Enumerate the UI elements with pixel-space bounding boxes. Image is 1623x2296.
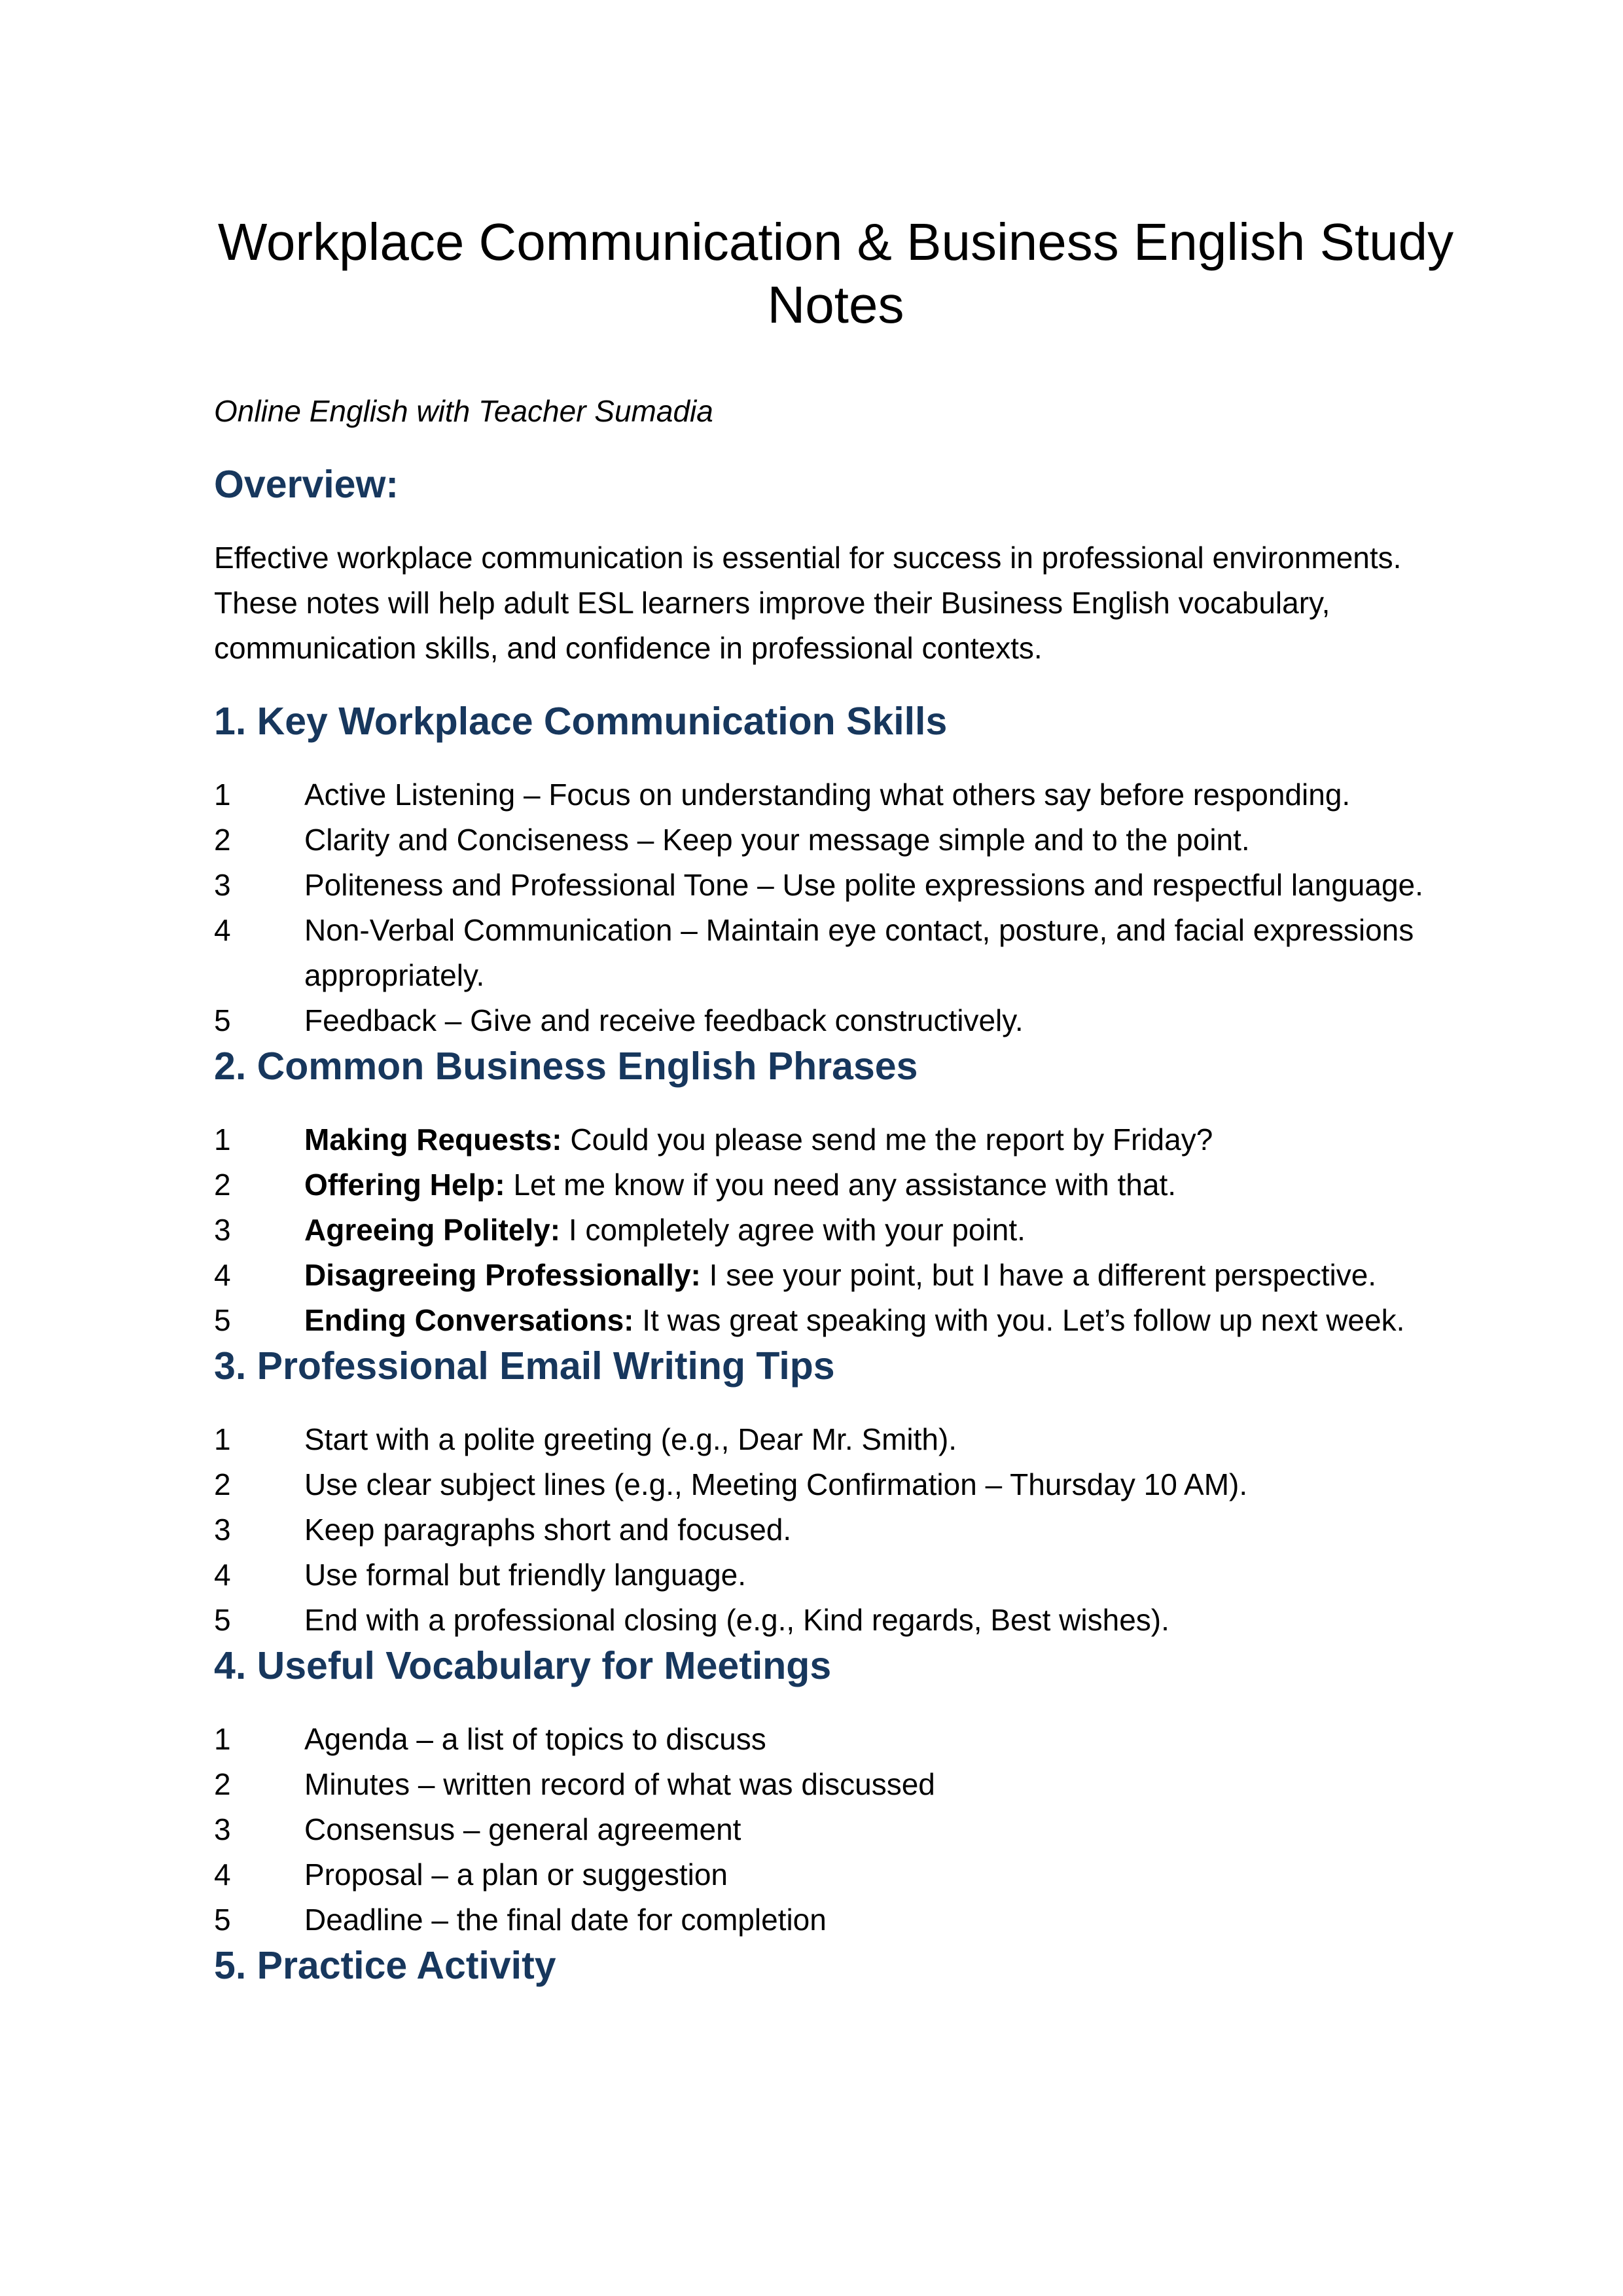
section-heading: 1. Key Workplace Communication Skills [214, 700, 948, 743]
list-item-number: 1 [214, 778, 231, 812]
numbered-list [214, 772, 1457, 1043]
list-item-text: Ending Conversations: It was great speaking with you. Let’s follow up next week. [304, 1303, 1405, 1337]
list-item-text: Consensus – general agreement [304, 1812, 741, 1846]
list-item-lead: Offering Help: [304, 1168, 505, 1202]
list-item [214, 1208, 1457, 1253]
list-item-number: 5 [214, 1903, 231, 1937]
list-item-lead: Disagreeing Professionally: [304, 1258, 701, 1292]
list-item [214, 1807, 1457, 1852]
document-subtitle: Online English with Teacher Sumadia [214, 394, 713, 428]
section-heading: 4. Useful Vocabulary for Meetings [214, 1644, 832, 1687]
numbered-list [214, 1717, 1457, 1943]
list-item-text: Agreeing Politely: I completely agree with your point. [304, 1213, 1026, 1247]
list-item-text: Proposal – a plan or suggestion [304, 1857, 728, 1892]
document-title: Workplace Communication & Business English Study Notes [217, 213, 1454, 334]
list-item [214, 998, 1457, 1043]
list-item-text: Disagreeing Professionally: I see your point, but I have a different perspective. [304, 1258, 1377, 1292]
list-item-number: 5 [214, 1003, 231, 1037]
list-item-lead: Ending Conversations: [304, 1303, 634, 1337]
list-item [214, 1298, 1457, 1343]
list-item [214, 1717, 1457, 1762]
list-item-number: 5 [214, 1603, 231, 1637]
list-item-lead: Agreeing Politely: [304, 1213, 561, 1247]
list-item-text: Politeness and Professional Tone – Use polite expressions and respectful language. [304, 868, 1423, 902]
list-item-text: Feedback – Give and receive feedback constructively. [304, 1003, 1024, 1037]
list-item [214, 908, 1457, 998]
numbered-list [214, 1417, 1457, 1643]
list-item-number: 4 [214, 1258, 231, 1292]
list-item [214, 1117, 1457, 1162]
section-heading: 5. Practice Activity [214, 1944, 556, 1987]
list-item-text: Keep paragraphs short and focused. [304, 1513, 792, 1547]
list-item [214, 1162, 1457, 1208]
list-item-text: Deadline – the final date for completion [304, 1903, 827, 1937]
list-item-text: Minutes – written record of what was discussed [304, 1767, 935, 1801]
list-item-number: 3 [214, 1812, 231, 1846]
list-item-text: Use clear subject lines (e.g., Meeting Confirmation – Thursday 10 AM). [304, 1467, 1248, 1501]
list-item-number: 3 [214, 1213, 231, 1247]
list-item [214, 1852, 1457, 1897]
list-item [214, 1552, 1457, 1598]
list-item-text: Agenda – a list of topics to discuss [304, 1722, 766, 1756]
list-item-number: 1 [214, 1422, 231, 1456]
list-item-number: 5 [214, 1303, 231, 1337]
list-item-lead: Making Requests: [304, 1122, 562, 1157]
overview-heading: Overview: [214, 463, 399, 506]
list-item [214, 1897, 1457, 1943]
list-item-number: 2 [214, 1467, 231, 1501]
list-item [214, 1598, 1457, 1643]
list-item-number: 2 [214, 1767, 231, 1801]
list-item-number: 2 [214, 823, 231, 857]
list-item [214, 1253, 1457, 1298]
list-item [214, 1507, 1457, 1552]
list-item-text: Offering Help: Let me know if you need any assistance with that. [304, 1168, 1177, 1202]
numbered-list [214, 1117, 1457, 1343]
list-item [214, 1762, 1457, 1807]
list-item-number: 3 [214, 1513, 231, 1547]
list-item [214, 863, 1457, 908]
list-item-text: End with a professional closing (e.g., Kind regards, Best wishes). [304, 1603, 1169, 1637]
list-item-number: 4 [214, 913, 231, 947]
overview-paragraph: Effective workplace communication is essential for success in professional environments. These notes will help adult ESL learners improve their Business English vocabulary, communication skills, and confidence in professional contexts. [214, 541, 1402, 665]
list-item [214, 1417, 1457, 1462]
list-item [214, 817, 1457, 863]
section-heading: 2. Common Business English Phrases [214, 1045, 918, 1088]
list-item-number: 1 [214, 1722, 231, 1756]
list-item [214, 772, 1457, 817]
list-item-text: Start with a polite greeting (e.g., Dear Mr. Smith). [304, 1422, 957, 1456]
list-item [214, 1462, 1457, 1507]
list-item-text: Use formal but friendly language. [304, 1558, 747, 1592]
list-item-text: Active Listening – Focus on understanding what others say before responding. [304, 778, 1351, 812]
list-item-text: Clarity and Conciseness – Keep your message simple and to the point. [304, 823, 1250, 857]
list-item-number: 2 [214, 1168, 231, 1202]
sections-container [214, 698, 1457, 1989]
list-item-text: Making Requests: Could you please send me the report by Friday? [304, 1122, 1213, 1157]
list-item-text: Non-Verbal Communication – Maintain eye contact, posture, and facial expressions appropriately. [304, 913, 1414, 992]
list-item-number: 4 [214, 1558, 231, 1592]
section-heading: 3. Professional Email Writing Tips [214, 1344, 835, 1388]
list-item-number: 1 [214, 1122, 231, 1157]
list-item-number: 4 [214, 1857, 231, 1892]
list-item-number: 3 [214, 868, 231, 902]
